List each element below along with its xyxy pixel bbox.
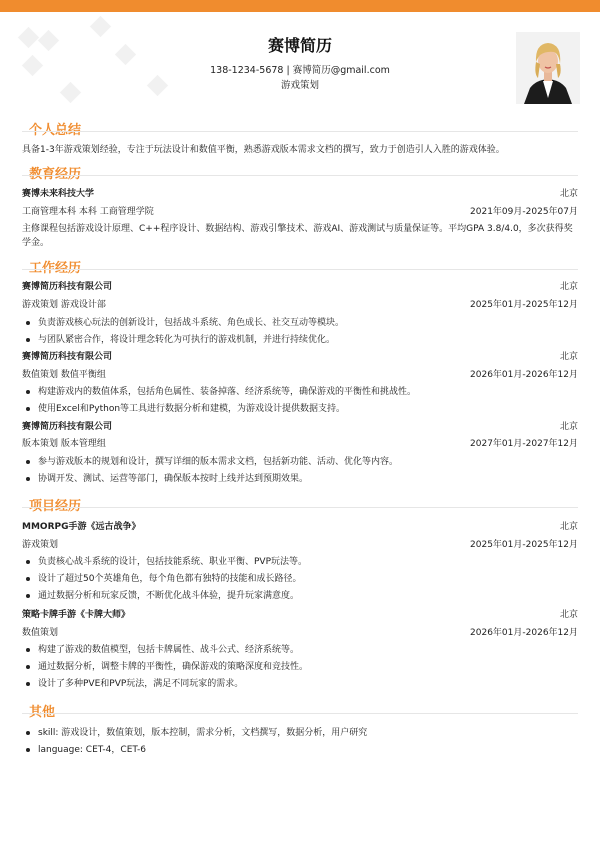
project-location: 北京 (559, 610, 578, 620)
list-item: 构建了游戏的数值模型，包括卡牌属性、战斗公式、经济系统等。 (22, 644, 578, 656)
work-dates: 2027年01月-2027年12月 (470, 439, 578, 449)
candidate-name: 赛博简历 (267, 36, 332, 55)
section-divider (22, 269, 578, 270)
project-dates: 2025年01月-2025年12月 (470, 540, 578, 550)
school-name: 赛博未来科技大学 (22, 189, 95, 199)
work-location: 北京 (559, 352, 578, 362)
resume-header (0, 36, 600, 92)
work-role: 数值策划 数值平衡组 (22, 370, 106, 380)
project-location: 北京 (559, 522, 578, 532)
list-item: 与团队紧密合作，将设计理念转化为可执行的游戏机制，并进行持续优化。 (22, 334, 578, 346)
section-title-education: 教育经历 (29, 167, 82, 182)
contact-info: 138-1234-5678 | 赛博简历@gmail.com (210, 65, 390, 76)
company-name: 赛博简历科技有限公司 (22, 352, 113, 362)
section-title-work: 工作经历 (29, 261, 82, 276)
work-role: 版本策划 版本管理组 (22, 439, 106, 449)
list-item: 通过数据分析和玩家反馈，不断优化战斗体验，提升玩家满意度。 (22, 590, 578, 602)
section-divider (22, 131, 578, 132)
work-dates: 2025年01月-2025年12月 (470, 300, 578, 310)
list-item: language: CET-4，CET-6 (22, 744, 578, 756)
section-title-projects: 项目经历 (29, 499, 82, 514)
project-name: 策略卡牌手游《卡牌大师》 (22, 610, 131, 620)
top-accent-bar (0, 0, 600, 12)
list-item: 协调开发、测试、运营等部门，确保版本按时上线并达到预期效果。 (22, 473, 578, 485)
decorative-diamond (90, 16, 111, 37)
list-item: 负责核心战斗系统的设计，包括技能系统、职业平衡、PVP玩法等。 (22, 556, 578, 568)
list-item: 使用Excel和Python等工具进行数据分析和建模，为游戏设计提供数据支持。 (22, 403, 578, 415)
degree: 工商管理本科 本科 工商管理学院 (22, 207, 154, 217)
list-item: 参与游戏版本的规划和设计，撰写详细的版本需求文档，包括新功能、活动、优化等内容。 (22, 456, 578, 468)
list-item: 通过数据分析，调整卡牌的平衡性，确保游戏的策略深度和竞技性。 (22, 661, 578, 673)
education-dates: 2021年09月-2025年07月 (470, 207, 578, 217)
company-name: 赛博简历科技有限公司 (22, 282, 113, 292)
project-name: MMORPG手游《远古战争》 (22, 522, 141, 532)
education-description: 主修课程包括游戏设计原理、C++程序设计、数据结构、游戏引擎技术、游戏AI、游戏测试与质量保证等。平均GPA 3.8/4.0，多次获得奖学金。 (22, 224, 573, 248)
work-role: 游戏策划 游戏设计部 (22, 300, 106, 310)
project-role: 游戏策划 (22, 540, 59, 550)
work-dates: 2026年01月-2026年12月 (470, 370, 578, 380)
profile-photo (516, 32, 580, 104)
target-role: 游戏策划 (280, 80, 319, 91)
list-item: 设计了多种PVE和PVP玩法，满足不同玩家的需求。 (22, 678, 578, 690)
work-location: 北京 (559, 422, 578, 432)
company-name: 赛博简历科技有限公司 (22, 422, 113, 432)
list-item: 设计了超过50个英雄角色，每个角色都有独特的技能和成长路径。 (22, 573, 578, 585)
work-location: 北京 (559, 282, 578, 292)
project-role: 数值策划 (22, 628, 59, 638)
summary-text: 具备1-3年游戏策划经验，专注于玩法设计和数值平衡，熟悉游戏版本需求文档的撰写，致力于创造引人入胜的游戏体验。 (22, 145, 505, 155)
section-title-summary: 个人总结 (29, 123, 82, 138)
section-divider (22, 713, 578, 714)
project-dates: 2026年01月-2026年12月 (470, 628, 578, 638)
list-item: 构建游戏内的数值体系，包括角色属性、装备掉落、经济系统等，确保游戏的平衡性和挑战性。 (22, 386, 578, 398)
school-location: 北京 (559, 189, 578, 199)
section-divider (22, 507, 578, 508)
list-item: skill: 游戏设计，数值策划，版本控制，需求分析，文档撰写，数据分析，用户研究 (22, 727, 578, 739)
section-divider (22, 175, 578, 176)
list-item: 负责游戏核心玩法的创新设计，包括战斗系统、角色成长、社交互动等模块。 (22, 317, 578, 329)
section-title-other: 其他 (29, 705, 56, 720)
